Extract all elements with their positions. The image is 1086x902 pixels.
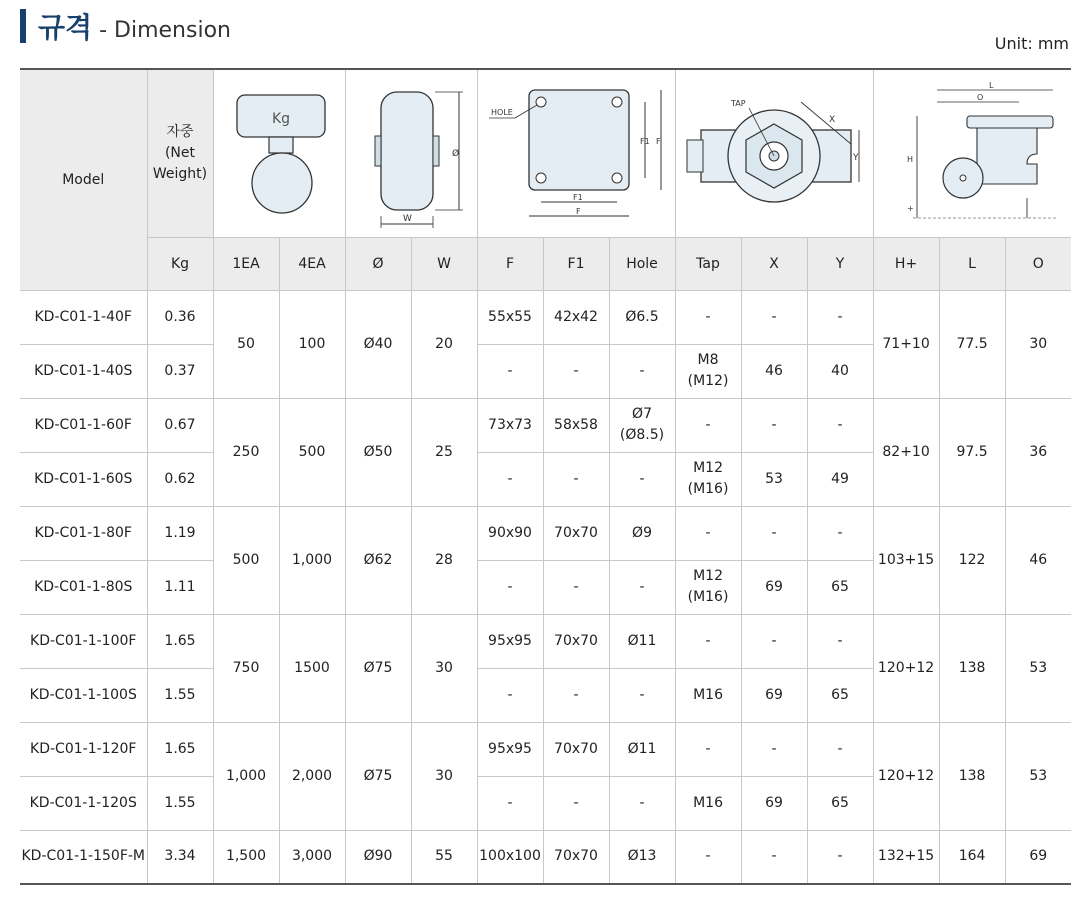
- wheel-dimension-icon: [351, 78, 471, 228]
- load-1ea-cell: 50: [213, 290, 279, 398]
- f1-cell: 70x70: [543, 830, 609, 884]
- f-side-diagram-label: F: [656, 137, 661, 147]
- model-header: Model: [20, 69, 147, 290]
- x-cell: 69: [741, 560, 807, 614]
- y-cell: -: [807, 506, 873, 560]
- weight-cell: 0.36: [147, 290, 213, 344]
- y-cell: -: [807, 614, 873, 668]
- hole-cell: -: [609, 344, 675, 398]
- hole-cell: Ø7 (Ø8.5): [609, 398, 675, 452]
- length-cell: 77.5: [939, 290, 1005, 398]
- tap-diagram: [675, 69, 873, 237]
- y-diagram-label: Y: [853, 153, 859, 164]
- load-caster-icon: [219, 83, 339, 223]
- y-cell: 40: [807, 344, 873, 398]
- hole-cell: Ø13: [609, 830, 675, 884]
- f-cell: -: [477, 344, 543, 398]
- f1-cell: -: [543, 668, 609, 722]
- col-header-x: X: [741, 237, 807, 290]
- tap-cell: M12 (M16): [675, 560, 741, 614]
- tap-cell: M16: [675, 668, 741, 722]
- y-cell: -: [807, 830, 873, 884]
- f-cell: 73x73: [477, 398, 543, 452]
- y-cell: -: [807, 290, 873, 344]
- width-cell: 30: [411, 722, 477, 830]
- hole-cell: Ø6.5: [609, 290, 675, 344]
- weight-cell: 1.11: [147, 560, 213, 614]
- col-header-f1: F1: [543, 237, 609, 290]
- dia-diagram-label: Ø: [452, 149, 460, 160]
- offset-cell: 46: [1005, 506, 1071, 614]
- length-cell: 138: [939, 722, 1005, 830]
- f-cell: -: [477, 776, 543, 830]
- side-profile-icon: [877, 78, 1067, 228]
- y-cell: 49: [807, 452, 873, 506]
- x-cell: -: [741, 722, 807, 776]
- x-cell: -: [741, 830, 807, 884]
- dimension-table: [20, 68, 1071, 885]
- table-body: [20, 290, 1071, 884]
- load-1ea-cell: 1,000: [213, 722, 279, 830]
- hole-cell: Ø9: [609, 506, 675, 560]
- load-4ea-cell: 500: [279, 398, 345, 506]
- f-bottom-diagram-label: F: [576, 207, 581, 217]
- table-row: [20, 614, 1071, 668]
- f1-cell: 58x58: [543, 398, 609, 452]
- y-cell: -: [807, 398, 873, 452]
- x-cell: 46: [741, 344, 807, 398]
- width-cell: 25: [411, 398, 477, 506]
- width-cell: 28: [411, 506, 477, 614]
- x-cell: -: [741, 506, 807, 560]
- f1-cell: -: [543, 776, 609, 830]
- width-cell: 55: [411, 830, 477, 884]
- col-header-y: Y: [807, 237, 873, 290]
- load-1ea-cell: 750: [213, 614, 279, 722]
- offset-cell: 36: [1005, 398, 1071, 506]
- f-cell: 95x95: [477, 614, 543, 668]
- f1-cell: -: [543, 344, 609, 398]
- f1-cell: 70x70: [543, 506, 609, 560]
- x-cell: -: [741, 614, 807, 668]
- load-4ea-cell: 2,000: [279, 722, 345, 830]
- height-cell: 132+15: [873, 830, 939, 884]
- tap-diagram-label: TAP: [731, 99, 746, 109]
- offset-cell: 53: [1005, 614, 1071, 722]
- x-cell: 69: [741, 776, 807, 830]
- model-cell: KD-C01-1-150F-M: [20, 830, 147, 884]
- offset-cell: 53: [1005, 722, 1071, 830]
- diameter-cell: Ø75: [345, 722, 411, 830]
- weight-cell: 1.65: [147, 614, 213, 668]
- x-diagram-label: X: [829, 115, 836, 126]
- weight-cell: 0.62: [147, 452, 213, 506]
- f-cell: -: [477, 668, 543, 722]
- tap-cell: -: [675, 398, 741, 452]
- x-cell: -: [741, 290, 807, 344]
- f-cell: 90x90: [477, 506, 543, 560]
- model-cell: KD-C01-1-40F: [20, 290, 147, 344]
- length-cell: 97.5: [939, 398, 1005, 506]
- hole-diagram-label: HOLE: [491, 108, 513, 118]
- f1-cell: 42x42: [543, 290, 609, 344]
- x-cell: 69: [741, 668, 807, 722]
- f1-cell: 70x70: [543, 722, 609, 776]
- hole-cell: Ø11: [609, 614, 675, 668]
- length-cell: 164: [939, 830, 1005, 884]
- y-cell: 65: [807, 668, 873, 722]
- height-cell: 120+12: [873, 722, 939, 830]
- model-cell: KD-C01-1-60F: [20, 398, 147, 452]
- weight-cell: 1.19: [147, 506, 213, 560]
- unit-label: Unit: mm: [994, 34, 1069, 53]
- height-cell: 71+10: [873, 290, 939, 398]
- w-diagram-label: W: [403, 214, 412, 225]
- length-cell: 122: [939, 506, 1005, 614]
- col-header-tap: Tap: [675, 237, 741, 290]
- diameter-cell: Ø75: [345, 614, 411, 722]
- model-cell: KD-C01-1-120F: [20, 722, 147, 776]
- h-diagram-label: H: [907, 155, 914, 165]
- title-korean: 규격: [38, 11, 93, 44]
- hole-cell: Ø11: [609, 722, 675, 776]
- table-row: [20, 506, 1071, 560]
- diameter-cell: Ø62: [345, 506, 411, 614]
- page-title: [38, 6, 231, 46]
- col-header-l: L: [939, 237, 1005, 290]
- top-plate-icon: [481, 78, 671, 228]
- load-4ea-cell: 3,000: [279, 830, 345, 884]
- offset-cell: 69: [1005, 830, 1071, 884]
- model-cell: KD-C01-1-120S: [20, 776, 147, 830]
- title-accent-bar: [20, 9, 26, 43]
- f1-cell: -: [543, 452, 609, 506]
- col-header-1ea: 1EA: [213, 237, 279, 290]
- model-cell: KD-C01-1-60S: [20, 452, 147, 506]
- tap-cell: -: [675, 290, 741, 344]
- col-header-4ea: 4EA: [279, 237, 345, 290]
- hole-cell: -: [609, 776, 675, 830]
- plus-diagram-label: +: [907, 204, 915, 214]
- o-diagram-label: O: [977, 93, 984, 103]
- f-cell: 100x100: [477, 830, 543, 884]
- width-cell: 30: [411, 614, 477, 722]
- load-1ea-cell: 500: [213, 506, 279, 614]
- tap-cell: M12 (M16): [675, 452, 741, 506]
- table-row: [20, 830, 1071, 884]
- tap-cell: M16: [675, 776, 741, 830]
- y-cell: 65: [807, 776, 873, 830]
- y-cell: -: [807, 722, 873, 776]
- model-cell: KD-C01-1-100F: [20, 614, 147, 668]
- model-cell: KD-C01-1-100S: [20, 668, 147, 722]
- f-cell: -: [477, 452, 543, 506]
- wheel-diagram: [345, 69, 477, 237]
- width-cell: 20: [411, 290, 477, 398]
- height-cell: 82+10: [873, 398, 939, 506]
- table-row: [20, 398, 1071, 452]
- model-cell: KD-C01-1-80F: [20, 506, 147, 560]
- model-cell: KD-C01-1-40S: [20, 344, 147, 398]
- f1-cell: -: [543, 560, 609, 614]
- diameter-cell: Ø50: [345, 398, 411, 506]
- diameter-cell: Ø90: [345, 830, 411, 884]
- weight-cell: 1.65: [147, 722, 213, 776]
- f1-side-diagram-label: F1: [640, 137, 650, 147]
- title-english: - Dimension: [92, 18, 231, 43]
- y-cell: 65: [807, 560, 873, 614]
- load-1ea-cell: 250: [213, 398, 279, 506]
- col-header-o: O: [1005, 237, 1071, 290]
- weight-cell: 1.55: [147, 776, 213, 830]
- hole-cell: -: [609, 668, 675, 722]
- diameter-cell: Ø40: [345, 290, 411, 398]
- f1-bottom-diagram-label: F1: [573, 193, 583, 203]
- tap-cell: -: [675, 830, 741, 884]
- height-diagram: [873, 69, 1071, 237]
- tap-cell: -: [675, 614, 741, 668]
- weight-cell: 0.67: [147, 398, 213, 452]
- tap-cell: -: [675, 506, 741, 560]
- tap-mount-icon: [679, 78, 869, 228]
- model-cell: KD-C01-1-80S: [20, 560, 147, 614]
- height-cell: 103+15: [873, 506, 939, 614]
- x-cell: 53: [741, 452, 807, 506]
- f-cell: 95x95: [477, 722, 543, 776]
- table-row: [20, 722, 1071, 776]
- hole-cell: -: [609, 560, 675, 614]
- f1-cell: 70x70: [543, 614, 609, 668]
- col-header-w: W: [411, 237, 477, 290]
- load-1ea-cell: 1,500: [213, 830, 279, 884]
- table-row: [20, 290, 1071, 344]
- weight-cell: 1.55: [147, 668, 213, 722]
- offset-cell: 30: [1005, 290, 1071, 398]
- col-header-dia: Ø: [345, 237, 411, 290]
- col-header-h: H+: [873, 237, 939, 290]
- weight-header: 자중 (Net Weight): [147, 69, 213, 237]
- weight-cell: 3.34: [147, 830, 213, 884]
- plate-diagram: [477, 69, 675, 237]
- col-header-f: F: [477, 237, 543, 290]
- l-diagram-label: L: [989, 81, 994, 91]
- height-cell: 120+12: [873, 614, 939, 722]
- tap-cell: -: [675, 722, 741, 776]
- length-cell: 138: [939, 614, 1005, 722]
- load-4ea-cell: 1,000: [279, 506, 345, 614]
- weight-cell: 0.37: [147, 344, 213, 398]
- x-cell: -: [741, 398, 807, 452]
- col-header-kg: Kg: [147, 237, 213, 290]
- kg-diagram-label: Kg: [271, 111, 291, 128]
- hole-cell: -: [609, 452, 675, 506]
- load-diagram: [213, 69, 345, 237]
- load-4ea-cell: 1500: [279, 614, 345, 722]
- load-4ea-cell: 100: [279, 290, 345, 398]
- f-cell: 55x55: [477, 290, 543, 344]
- col-header-hole: Hole: [609, 237, 675, 290]
- f-cell: -: [477, 560, 543, 614]
- tap-cell: M8 (M12): [675, 344, 741, 398]
